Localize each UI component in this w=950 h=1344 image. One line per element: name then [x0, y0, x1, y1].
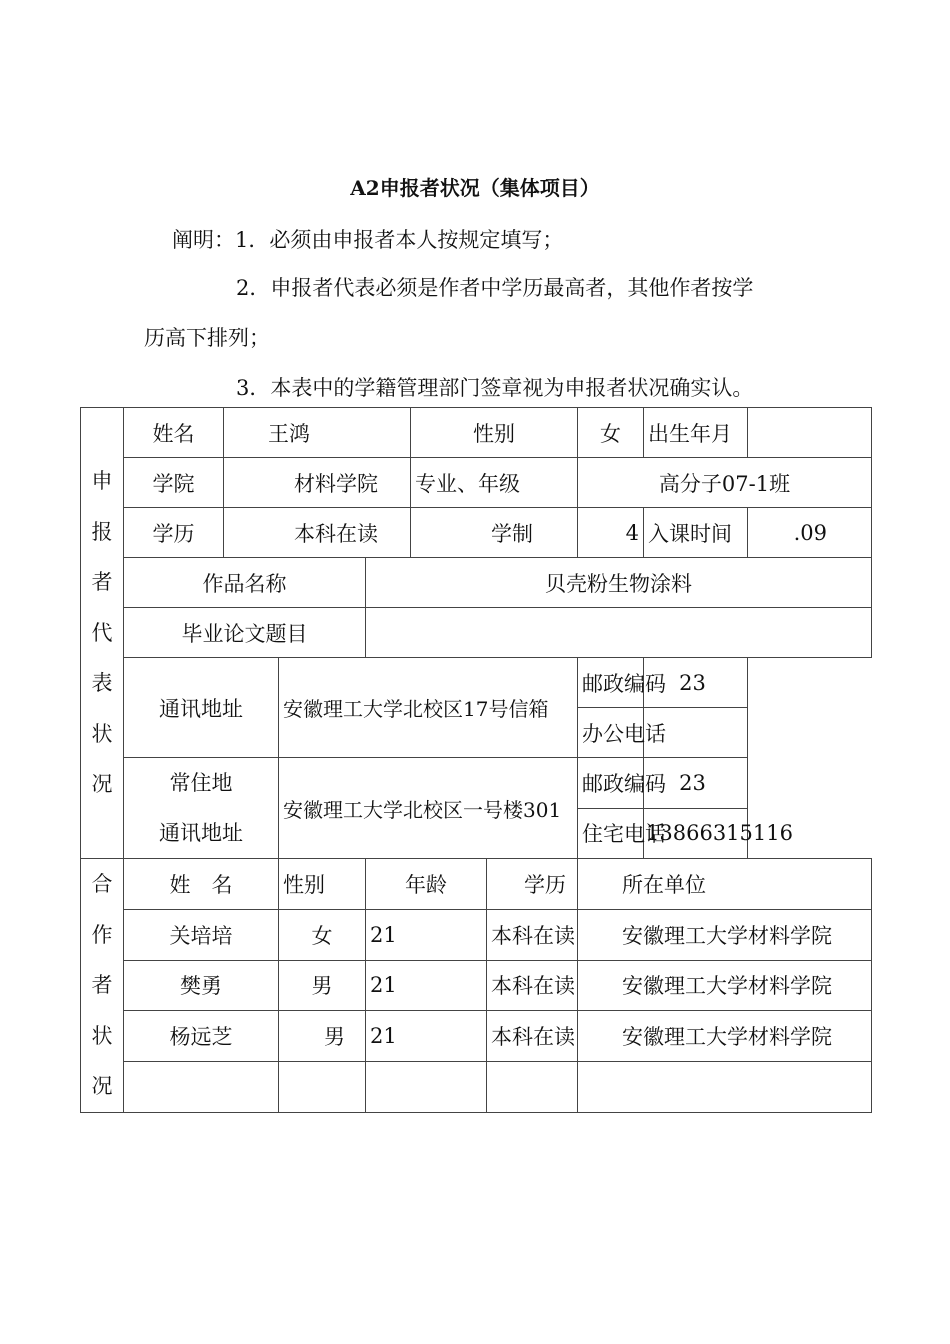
table-row	[81, 859, 872, 910]
collaborator-section-label: 合 作 者 状 况	[81, 859, 124, 1113]
gender-value: 女	[578, 408, 644, 458]
education-label: 学历	[124, 508, 224, 558]
major-label: 专业、年级	[411, 458, 578, 508]
study-length-value: 4	[578, 508, 644, 558]
table-row	[81, 1062, 872, 1113]
collab-age-header: 年龄	[366, 859, 487, 910]
empty-cell	[124, 1062, 279, 1113]
collab-gender: 男	[279, 960, 366, 1011]
table-row	[81, 658, 872, 708]
note-line-1: 阐明：1．必须由申报者本人按规定填写；	[172, 228, 564, 252]
college-value: 材料学院	[224, 458, 411, 508]
applicant-section-label: 申 报 者 代 表 状 况	[81, 408, 124, 859]
note-line-2a: 2．申报者代表必须是作者中学历最高者，其他作者按学	[236, 276, 754, 300]
collab-gender-header: 性别	[279, 859, 366, 910]
major-value: 高分子07-1班	[578, 458, 872, 508]
empty-cell	[366, 1062, 487, 1113]
office-phone-label: 办公电话	[578, 708, 644, 758]
college-label: 学院	[124, 458, 224, 508]
collab-name: 杨远芝	[124, 1011, 279, 1062]
gender-label: 性别	[411, 408, 578, 458]
work-title-label: 作品名称	[124, 558, 366, 608]
collab-age: 21	[366, 909, 487, 960]
home-address-value: 安徽理工大学北校区一号楼301	[279, 758, 578, 859]
collab-gender: 男	[279, 1011, 366, 1062]
table-row	[81, 758, 872, 809]
collab-name: 樊勇	[124, 960, 279, 1011]
education-value: 本科在读	[224, 508, 411, 558]
collab-unit-header: 所在单位	[578, 859, 872, 910]
birth-label: 出生年月	[644, 408, 748, 458]
note-line-2b: 历高下排列；	[144, 326, 270, 350]
collab-unit: 安徽理工大学材料学院	[578, 909, 872, 960]
thesis-value	[366, 608, 872, 658]
enroll-value: .09	[748, 508, 872, 558]
table-row	[81, 608, 872, 658]
collab-edu-header: 学历	[487, 859, 578, 910]
birth-value	[748, 408, 872, 458]
table-row	[81, 1011, 872, 1062]
postcode-label: 邮政编码	[578, 658, 644, 708]
empty-cell	[578, 1062, 872, 1113]
empty-cell	[279, 1062, 366, 1113]
home-address-label: 常住地 通讯地址	[124, 758, 279, 859]
applicant-form-table	[80, 407, 872, 1113]
table-row	[81, 558, 872, 608]
table-row	[81, 458, 872, 508]
address-label: 通讯地址	[124, 658, 279, 758]
table-row	[81, 408, 872, 458]
table-row	[81, 960, 872, 1011]
home-phone-value: 13866315116	[644, 808, 748, 859]
collab-unit: 安徽理工大学材料学院	[578, 1011, 872, 1062]
table-row	[81, 508, 872, 558]
enroll-label: 入课时间	[644, 508, 748, 558]
collab-edu: 本科在读	[487, 960, 578, 1011]
address-value: 安徽理工大学北校区17号信箱	[279, 658, 578, 758]
postcode-label: 邮政编码	[578, 758, 644, 809]
collab-name-header: 姓 名	[124, 859, 279, 910]
collab-name: 关培培	[124, 909, 279, 960]
name-value: 王鸿	[224, 408, 411, 458]
home-phone-label: 住宅电话	[578, 808, 644, 859]
empty-cell	[487, 1062, 578, 1113]
postcode-value: 23	[644, 758, 748, 809]
collab-unit: 安徽理工大学材料学院	[578, 960, 872, 1011]
name-label: 姓名	[124, 408, 224, 458]
collab-edu: 本科在读	[487, 909, 578, 960]
collab-age: 21	[366, 1011, 487, 1062]
table-row	[81, 909, 872, 960]
collab-age: 21	[366, 960, 487, 1011]
collab-gender: 女	[279, 909, 366, 960]
study-length-label: 学制	[411, 508, 578, 558]
collab-edu: 本科在读	[487, 1011, 578, 1062]
thesis-label: 毕业论文题目	[124, 608, 366, 658]
note-line-3: 3．本表中的学籍管理部门签章视为申报者状况确实认。	[236, 376, 754, 400]
document-title: A2申报者状况（集体项目）	[350, 176, 600, 200]
postcode-value: 23	[644, 658, 748, 708]
work-title-value: 贝壳粉生物涂料	[366, 558, 872, 608]
